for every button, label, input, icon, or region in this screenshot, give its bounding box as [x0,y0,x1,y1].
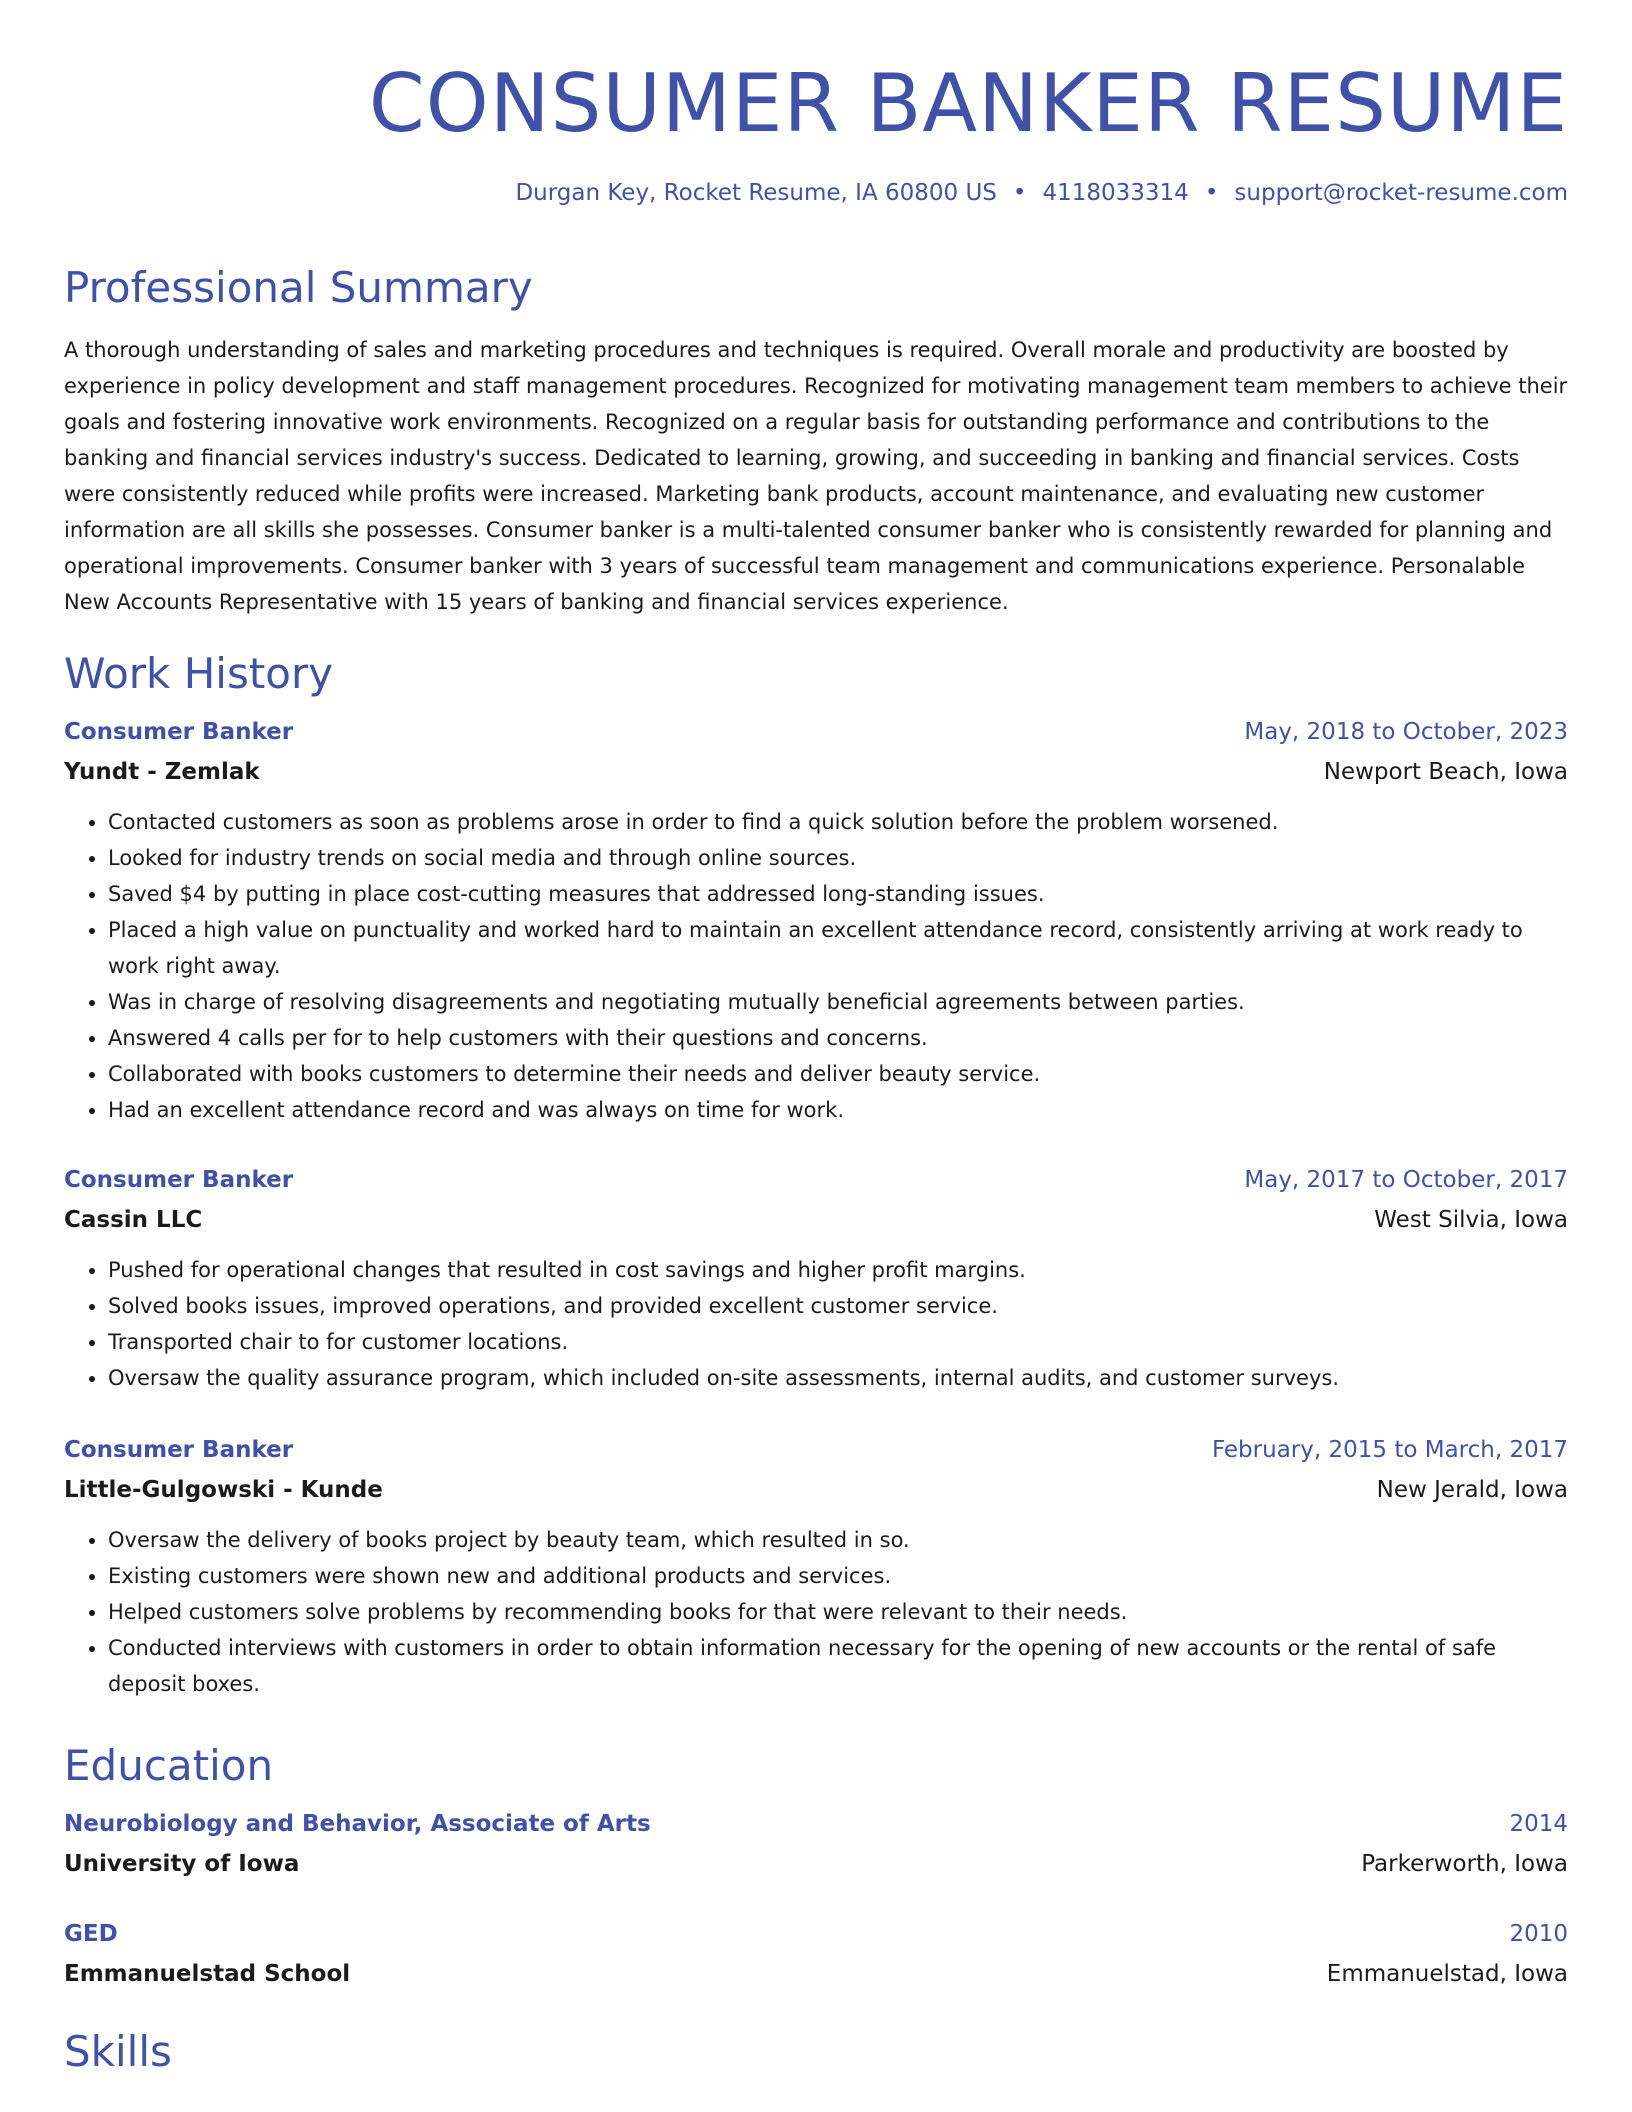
job-bullet: • Answered 4 calls per for to help customers with their questions and concerns. [108,1020,1568,1056]
job-bullet: • Was in charge of resolving disagreements and negotiating mutually beneficial agreements between parties. [108,984,1568,1020]
job-entry [64,1430,1568,1702]
job-dates: May, 2018 to October, 2023 [1244,719,1568,745]
job-bullet: • Contacted customers as soon as problems arose in order to find a quick solution before the problem worsened. [108,804,1568,840]
job-bullets [64,1522,1568,1702]
job-bullet: • Solved books issues, improved operations, and provided excellent customer service. [108,1288,1568,1324]
education-year: 2010 [1509,1921,1568,1947]
job-bullet: • Oversaw the quality assurance program, which included on-site assessments, internal audits, and customer surveys. [108,1360,1568,1396]
job-dates: May, 2017 to October, 2017 [1244,1167,1568,1193]
job-bullet: • Oversaw the delivery of books project by beauty team, which resulted in so. [108,1522,1568,1558]
job-bullet: • Pushed for operational changes that resulted in cost savings and higher profit margins. [108,1252,1568,1288]
education-entry [64,1914,1568,1994]
summary-heading: Professional Summary [64,263,533,312]
education-degree: GED [64,1921,118,1947]
contact-separator: • [1012,180,1027,206]
job-role: Consumer Banker [64,1167,294,1193]
job-bullet: • Looked for industry trends on social media and through online sources. [108,840,1568,876]
work-history-heading: Work History [64,649,334,698]
contact-line [515,178,1568,208]
education-school: University of Iowa [64,1851,300,1877]
resume-title: CONSUMER BANKER RESUME [368,57,1568,150]
education-entry [64,1804,1568,1884]
summary-text: A thorough understanding of sales and marketing procedures and techniques is required. Overall morale and productivity are boosted by experience in policy development and staff management procedures. Recognized for motivating management team members to achieve their goals and fostering innovative work environments. Recognized on a regular basis for outstanding performance and contributions to the banking and financial services industry's success. Dedicated to learning, growing, and succeeding in banking and financial services. Costs were consistently reduced while profits were increased. Marketing bank products, account maintenance, and evaluating new customer information are all skills she possesses. Consumer banker is a multi-talented consumer banker who is consistently rewarded for planning and operational improvements. Consumer banker with 3 years of successful team management and communications experience. Personalable New Accounts Representative with 15 years of banking and financial services experience. [64,338,1568,614]
job-company: Cassin LLC [64,1207,203,1233]
education-location: Parkerworth, Iowa [1361,1851,1568,1877]
job-company: Yundt - Zemlak [64,759,260,785]
job-bullets [64,1252,1568,1396]
education-heading: Education [64,1741,274,1790]
job-dates: February, 2015 to March, 2017 [1211,1437,1568,1463]
job-company: Little-Gulgowski - Kunde [64,1477,383,1503]
contact-separator: • [1204,180,1219,206]
job-bullet: • Existing customers were shown new and additional products and services. [108,1558,1568,1594]
contact-email: support@rocket-resume.com [1234,180,1568,206]
education-school: Emmanuelstad School [64,1961,351,1987]
job-location: New Jerald, Iowa [1376,1477,1568,1503]
job-bullet: • Conducted interviews with customers in order to obtain information necessary for the opening of new accounts or the rental of safe deposit boxes. [108,1630,1568,1702]
job-bullets [64,804,1568,1128]
job-location: West Silvia, Iowa [1374,1207,1568,1233]
job-bullet: • Transported chair to for customer locations. [108,1324,1568,1360]
education-location: Emmanuelstad, Iowa [1326,1961,1568,1987]
education-degree: Neurobiology and Behavior, Associate of Arts [64,1811,651,1837]
contact-address: Durgan Key, Rocket Resume, IA 60800 US [515,180,997,206]
job-location: Newport Beach, Iowa [1323,759,1568,785]
contact-phone: 4118033314 [1042,180,1189,206]
job-role: Consumer Banker [64,1437,294,1463]
education-year: 2014 [1509,1811,1568,1837]
job-bullet: • Helped customers solve problems by recommending books for that were relevant to their needs. [108,1594,1568,1630]
job-bullet: • Had an excellent attendance record and was always on time for work. [108,1092,1568,1128]
job-bullet: • Placed a high value on punctuality and worked hard to maintain an excellent attendance record, consistently arriving at work ready to work right away. [108,912,1568,984]
skills-heading: Skills [64,2027,172,2076]
job-bullet: • Saved $4 by putting in place cost-cutting measures that addressed long-standing issues. [108,876,1568,912]
job-role: Consumer Banker [64,719,294,745]
job-entry [64,712,1568,1128]
job-entry [64,1160,1568,1396]
job-bullet: • Collaborated with books customers to determine their needs and deliver beauty service. [108,1056,1568,1092]
